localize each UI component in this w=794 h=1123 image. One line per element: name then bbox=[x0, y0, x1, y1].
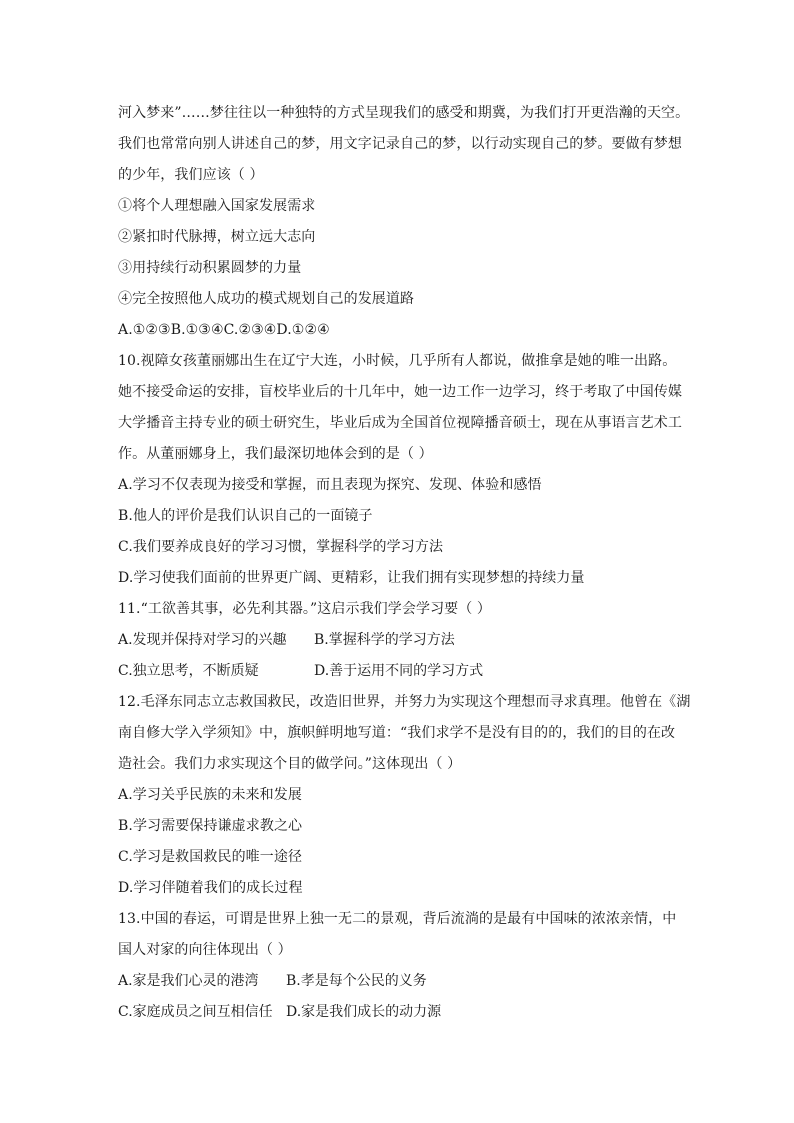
question-11 bbox=[118, 594, 678, 687]
question-10-option-d: D.学习使我们面前的世界更广阔、更精彩，让我们拥有实现梦想的持续力量 bbox=[118, 570, 585, 586]
question-10-stem-line-3: 大学播音主持专业的硕士研究生，毕业后成为全国首位视障播音硕士，现在从事语言艺术工 bbox=[118, 415, 682, 431]
question-10-option-c: C.我们要养成良好的学习习惯，掌握科学的学习方法 bbox=[118, 539, 444, 555]
question-9 bbox=[118, 98, 690, 346]
question-12-stem-line-1: 12.毛泽东同志立志救国救民，改造旧世界，并努力为实现这个理想而寻求真理。他曾在《湖 bbox=[118, 694, 691, 710]
question-11-option-d: D.善于运用不同的学习方式 bbox=[314, 663, 484, 679]
question-9-statement-2: ②紧扣时代脉搏，树立远大志向 bbox=[118, 229, 316, 245]
question-12-stem-line-3: 造社会。我们力求实现这个目的做学问。”这体现出（ ） bbox=[118, 756, 462, 772]
question-11-options-row-2 bbox=[118, 656, 678, 687]
question-13-option-d: D.家是我们成长的动力源 bbox=[286, 1004, 442, 1020]
question-13-stem-line-2: 国人对家的向往体现出（ ） bbox=[118, 942, 292, 958]
question-11-option-c: C.独立思考，不断质疑 bbox=[118, 663, 259, 679]
question-9-stem-line-3: 的少年，我们应该（ ） bbox=[118, 167, 264, 183]
question-13-options-row-1 bbox=[118, 966, 678, 997]
question-12-option-c: C.学习是救国救民的唯一途径 bbox=[118, 849, 303, 865]
question-12-option-b: B.学习需要保持谦虚求教之心 bbox=[118, 818, 303, 834]
question-11-stem: 11.“工欲善其事，必先利其器。”这启示我们学会学习要（ ） bbox=[118, 601, 492, 617]
question-9-options: A.①②③B.①③④C.②③④D.①②④ bbox=[118, 322, 330, 338]
question-11-options-row-1 bbox=[118, 625, 678, 656]
question-9-statement-4: ④完全按照他人成功的模式规划自己的发展道路 bbox=[118, 291, 415, 307]
question-12-option-d: D.学习伴随着我们的成长过程 bbox=[118, 880, 303, 896]
question-13-options-row-2 bbox=[118, 997, 678, 1028]
question-10-stem-line-1: 10.视障女孩董丽娜出生在辽宁大连，小时候，几乎所有人都说，做推拿是她的唯一出路。 bbox=[118, 353, 677, 369]
question-9-statement-3: ③用持续行动积累圆梦的力量 bbox=[118, 260, 302, 276]
question-11-option-a: A.发现并保持对学习的兴趣 bbox=[118, 632, 287, 648]
question-13-option-a: A.家是我们心灵的港湾 bbox=[118, 973, 259, 989]
question-13-option-b: B.孝是每个公民的义务 bbox=[286, 973, 427, 989]
question-10-option-a: A.学习不仅表现为接受和掌握，而且表现为探究、发现、体验和感悟 bbox=[118, 477, 542, 493]
question-9-stem-line-1: 河入梦来”……梦往往以一种独特的方式呈现我们的感受和期冀，为我们打开更浩瀚的天空。 bbox=[118, 105, 690, 121]
question-12-option-a: A.学习关乎民族的未来和发展 bbox=[118, 787, 302, 803]
question-10 bbox=[118, 346, 682, 594]
question-9-statement-1: ①将个人理想融入国家发展需求 bbox=[118, 198, 316, 214]
exam-page bbox=[118, 98, 691, 1028]
question-10-stem-line-4: 作。从董丽娜身上，我们最深切地体会到的是（ ） bbox=[118, 446, 433, 462]
question-12 bbox=[118, 687, 691, 904]
question-10-option-b: B.他人的评价是我们认识自己的一面镜子 bbox=[118, 508, 373, 524]
question-10-stem-line-2: 她不接受命运的安排，盲校毕业后的十几年中，她一边工作一边学习，终于考取了中国传媒 bbox=[118, 384, 682, 400]
question-9-stem-line-2: 我们也常常向别人讲述自己的梦，用文字记录自己的梦，以行动实现自己的梦。要做有梦想 bbox=[118, 136, 682, 152]
question-13 bbox=[118, 904, 678, 1028]
question-11-option-b: B.掌握科学的学习方法 bbox=[314, 632, 455, 648]
question-13-option-c: C.家庭成员之间互相信任 bbox=[118, 1004, 273, 1020]
question-13-stem-line-1: 13.中国的春运，可谓是世界上独一无二的景观，背后流淌的是最有中国味的浓浓亲情，中 bbox=[118, 911, 677, 927]
question-12-stem-line-2: 南自修大学入学须知》中，旗帜鲜明地写道：“我们求学不是没有目的的，我们的目的在改 bbox=[118, 725, 676, 741]
